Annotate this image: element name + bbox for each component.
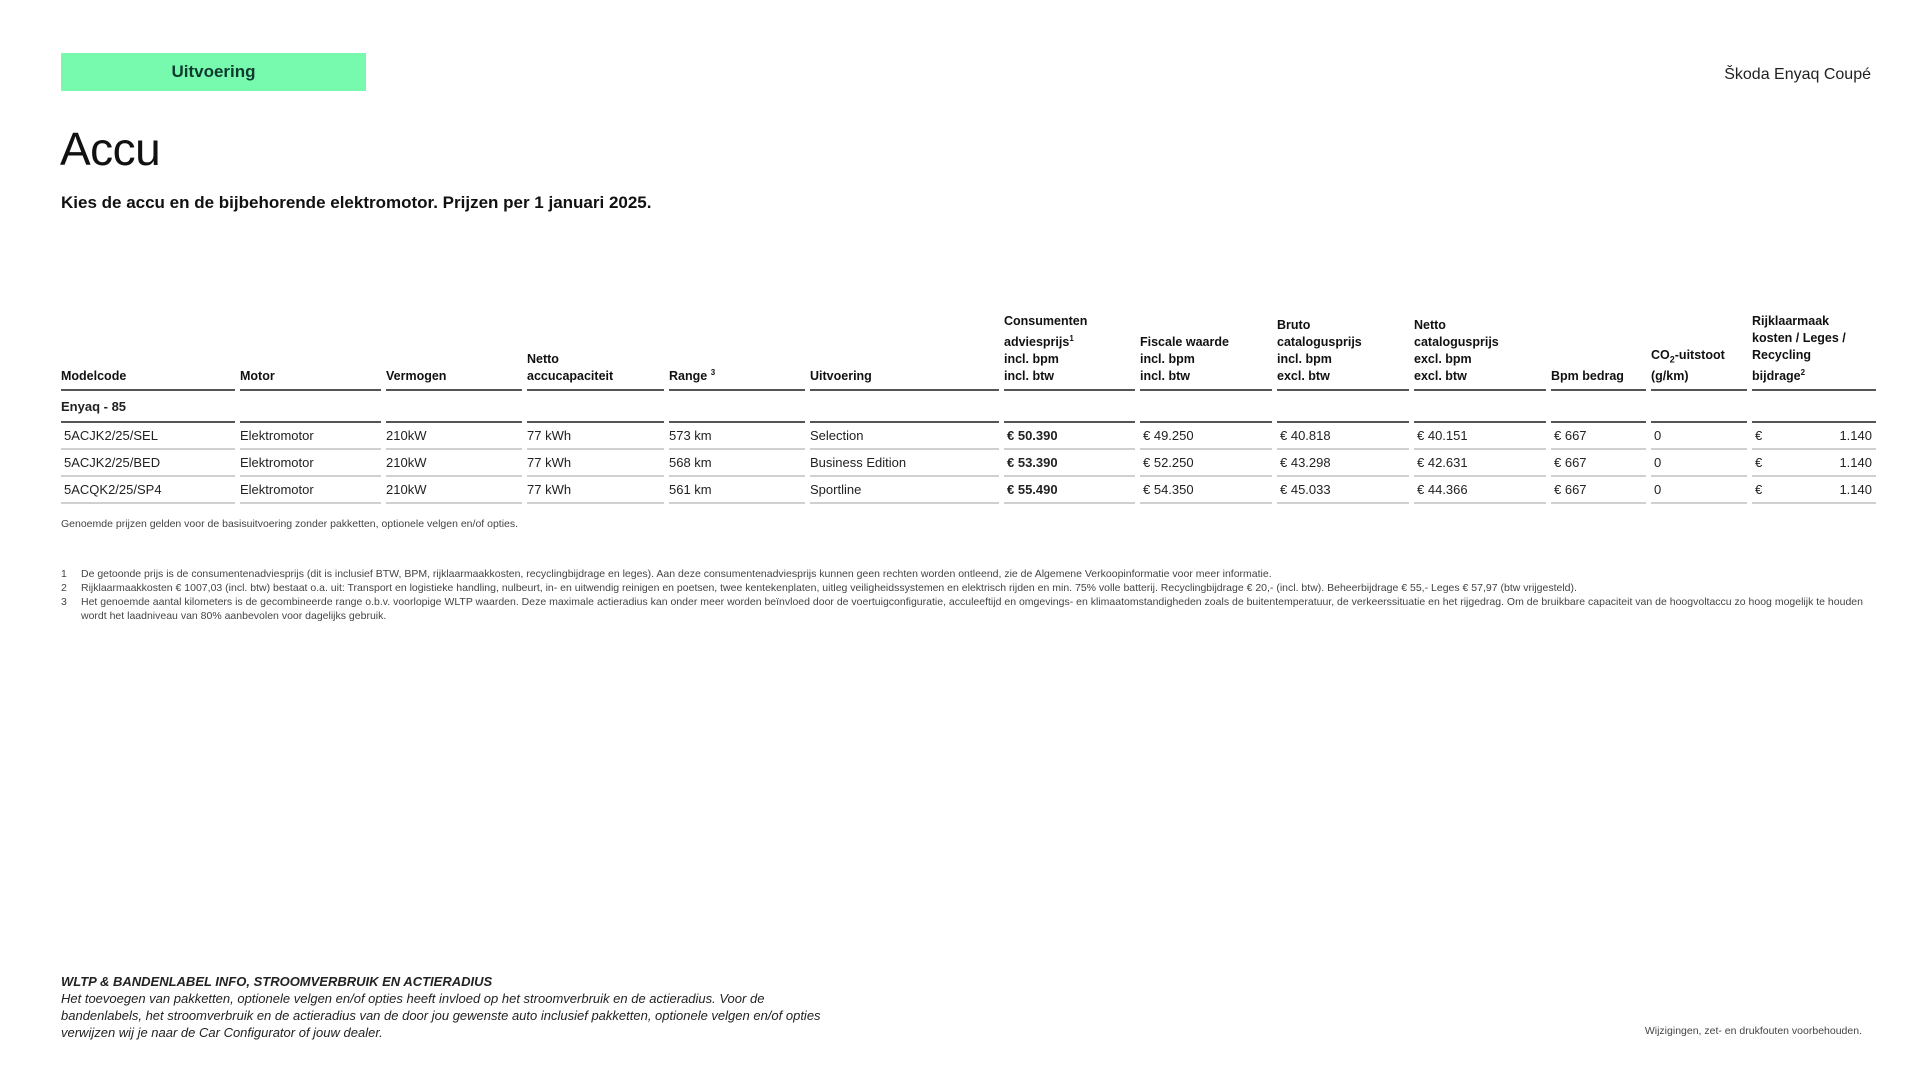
col-header-rijklaarmaakkosten: Rijklaarmaak kosten / Leges / Recycling bijdrage$^2$ bbox=[1752, 313, 1876, 391]
wltp-body: Het toevoegen van pakketten, optionele velgen en/of opties heeft invloed op het stroomverbruik en de actieradius. Voor de bandenlabels, het stroomverbruik en de actieradius van de door jou gewenste auto inclusief pakketten, optionele velgen en/of opties verwijzen wij je naar de Car Configurator of jouw dealer. bbox=[61, 991, 821, 1040]
cell-range: 573 km bbox=[669, 423, 805, 450]
cell-vermogen: 210kW bbox=[386, 450, 522, 477]
cell-rijklaar: € 1.140 bbox=[1752, 423, 1876, 450]
col-header-accucapaciteit: Netto accucapaciteit bbox=[527, 313, 664, 391]
col-header-bpm-bedrag: Bpm bedrag bbox=[1551, 313, 1646, 391]
cell-co2: 0 bbox=[1651, 477, 1747, 504]
cell-modelcode: 5ACQK2/25/SP4 bbox=[61, 477, 235, 504]
cell-co2: 0 bbox=[1651, 450, 1747, 477]
footnote-number: 3 bbox=[61, 596, 67, 608]
col-header-netto-catalogusprijs: Netto catalogusprijs excl. bpm excl. btw bbox=[1414, 313, 1546, 391]
wltp-info bbox=[61, 973, 821, 1041]
col-header-fiscale-waarde: Fiscale waarde incl. bpm incl. btw bbox=[1140, 313, 1272, 391]
cell-uitvoering: Business Edition bbox=[810, 450, 999, 477]
cell-bpm: € 667 bbox=[1551, 450, 1646, 477]
cell-netto: € 40.151 bbox=[1414, 423, 1546, 450]
footnote-text: Het genoemde aantal kilometers is de gecombineerde range o.b.v. voorlopige WLTP waarden. Deze maximale actieradius kan onder meer worden beïnvloed door de voertuigconfiguratie, acculeeftijd en omgevings- en klimaatomstandigheden zoals de buitentemperatuur, de verkeerssituatie en het rijgedrag. Om de bruikbare capaciteit van de hoogvoltaccu zo hoog mogelijk te houden wordt het laadniveau van 80% aanbevolen voor dagelijks gebruik. bbox=[81, 596, 1863, 622]
disclaimer: Wijzigingen, zet- en drukfouten voorbehouden. bbox=[1644, 1025, 1862, 1037]
col-header-co2: $CO_2$-uitstoot (g/km) bbox=[1651, 313, 1747, 391]
page-title: Accu bbox=[60, 123, 161, 175]
cell-bruto: € 40.818 bbox=[1277, 423, 1409, 450]
footnote bbox=[61, 595, 1881, 623]
cell-motor: Elektromotor bbox=[240, 450, 381, 477]
wltp-heading: WLTP & BANDENLABEL INFO, STROOMVERBRUIK EN ACTIERADIUS bbox=[61, 974, 493, 989]
col-header-vermogen: Vermogen bbox=[386, 313, 522, 391]
table-row bbox=[61, 477, 1876, 504]
col-header-bruto-catalogusprijs: Bruto catalogusprijs incl. bpm excl. btw bbox=[1277, 313, 1409, 391]
footnote bbox=[61, 567, 1881, 581]
col-header-modelcode: Modelcode bbox=[61, 313, 235, 391]
group-name: Enyaq - 85 bbox=[61, 391, 235, 423]
cell-range: 568 km bbox=[669, 450, 805, 477]
cell-consumentenprijs: € 55.490 bbox=[1004, 477, 1135, 504]
cell-consumentenprijs: € 50.390 bbox=[1004, 423, 1135, 450]
cell-vermogen: 210kW bbox=[386, 477, 522, 504]
cell-bpm: € 667 bbox=[1551, 423, 1646, 450]
footnote-text: Rijklaarmaakkosten € 1007,03 (incl. btw) bestaat o.a. uit: Transport en logistieke handling, nulbeurt, in- en uitwendig reinigen en poetsen, twee kentekenplaten, uitleg veiligheidssystemen en elektrisch rijden en min. 75% volle batterij. Recyclingbijdrage € 20,- (incl. btw). Beheerbijdrage € 55,- Leges € 57,97 (btw vrijgesteld). bbox=[81, 582, 1577, 594]
footnote-text: De getoonde prijs is de consumentenadviesprijs (dit is inclusief BTW, BPM, rijklaarmaakkosten, recyclingbijdrage en leges). Aan deze consumentenadviesprijs kunnen geen rechten worden ontleend, zie de Algemene Verkoopinformatie voor meer informatie. bbox=[81, 568, 1272, 580]
table-row bbox=[61, 450, 1876, 477]
footnote-number: 2 bbox=[61, 582, 67, 594]
battery-spec-table bbox=[56, 313, 1881, 504]
section-badge: Uitvoering bbox=[61, 53, 366, 91]
cell-accu: 77 kWh bbox=[527, 477, 664, 504]
col-header-consumentenadviesprijs: Consumenten adviesprijs$^1$ incl. bpm incl. btw bbox=[1004, 313, 1135, 391]
cell-netto: € 42.631 bbox=[1414, 450, 1546, 477]
cell-rijklaar: € 1.140 bbox=[1752, 477, 1876, 504]
col-header-uitvoering: Uitvoering bbox=[810, 313, 999, 391]
footnote-number: 1 bbox=[61, 568, 67, 580]
cell-range: 561 km bbox=[669, 477, 805, 504]
cell-co2: 0 bbox=[1651, 423, 1747, 450]
cell-rijklaar: € 1.140 bbox=[1752, 450, 1876, 477]
cell-uitvoering: Sportline bbox=[810, 477, 999, 504]
table-group-row bbox=[61, 391, 1876, 423]
price-note: Genoemde prijzen gelden voor de basisuitvoering zonder pakketten, optionele velgen en/of opties. bbox=[61, 518, 519, 530]
cell-motor: Elektromotor bbox=[240, 477, 381, 504]
cell-netto: € 44.366 bbox=[1414, 477, 1546, 504]
table-header-row bbox=[61, 313, 1876, 391]
cell-accu: 77 kWh bbox=[527, 423, 664, 450]
cell-modelcode: 5ACJK2/25/BED bbox=[61, 450, 235, 477]
cell-accu: 77 kWh bbox=[527, 450, 664, 477]
col-header-range: Range $^3$ bbox=[669, 313, 805, 391]
footnotes bbox=[61, 567, 1881, 623]
cell-bpm: € 667 bbox=[1551, 477, 1646, 504]
brand-label: Škoda Enyaq Coupé bbox=[1724, 66, 1871, 83]
page-subtitle: Kies de accu en de bijbehorende elektromotor. Prijzen per 1 januari 2025. bbox=[61, 193, 652, 212]
col-header-motor: Motor bbox=[240, 313, 381, 391]
cell-bruto: € 45.033 bbox=[1277, 477, 1409, 504]
cell-vermogen: 210kW bbox=[386, 423, 522, 450]
cell-bruto: € 43.298 bbox=[1277, 450, 1409, 477]
cell-consumentenprijs: € 53.390 bbox=[1004, 450, 1135, 477]
footnote bbox=[61, 581, 1881, 595]
cell-modelcode: 5ACJK2/25/SEL bbox=[61, 423, 235, 450]
cell-fiscale-waarde: € 52.250 bbox=[1140, 450, 1272, 477]
cell-fiscale-waarde: € 49.250 bbox=[1140, 423, 1272, 450]
cell-uitvoering: Selection bbox=[810, 423, 999, 450]
cell-motor: Elektromotor bbox=[240, 423, 381, 450]
cell-fiscale-waarde: € 54.350 bbox=[1140, 477, 1272, 504]
table-row bbox=[61, 423, 1876, 450]
